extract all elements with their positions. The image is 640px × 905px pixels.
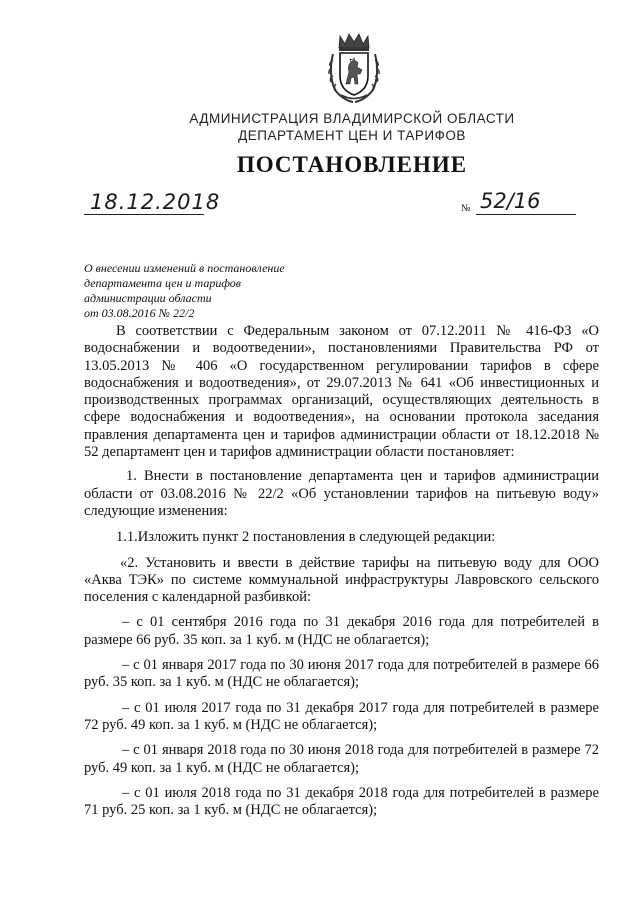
subject-line: департамента цен и тарифов [84, 276, 241, 290]
point-1-paragraph: 1. Внести в постановление департамента цен и тарифов администрации области от 03.08.2016 № 22/2 «Об установлении тарифов на питьевую воду» следующие изменения: [84, 468, 599, 519]
document-title: ПОСТАНОВЛЕНИЕ [236, 152, 468, 177]
department-name: ДЕПАРТАМЕНТ ЦЕН И ТАРИФОВ [238, 128, 466, 143]
tariff-item: – с 01 сентября 2016 года по 31 декабря 2016 года для потребителей в размере 66 руб. 35 коп. за 1 куб. м (НДС не облагается); [84, 614, 599, 648]
document-subject [84, 261, 384, 321]
tariff-item: – с 01 января 2018 года по 30 июня 2018 года для потребителей в размере 72 руб. 49 коп. за 1 куб. м (НДС не облагается); [84, 742, 599, 776]
subject-line: О внесении изменений в постановление [84, 261, 285, 275]
preamble-paragraph: В соответствии с Федеральным законом от 07.12.2011 № 416-ФЗ «О водоснабжении и водоотведении», постановлениями Правительства РФ от 13.05.2013 № 406 «О государственном регулировании тарифов в сфере водоснабжения и водоотведения», от 29.07.2013 № 641 «Об инвестиционных и производственных программах организаций, осуществляющих деятельность в сфере водоснабжения и водоотведения», на основании протокола заседания правления департамента цен и тарифов администрации области от 18.12.2018 № 52 департамент цен и тарифов администрации области постановляет: [84, 323, 599, 461]
point-1-1-paragraph: 1.1.Изложить пункт 2 постановления в следующей редакции: [116, 529, 496, 546]
point-2-intro-paragraph: «2. Установить и ввести в действие тарифы на питьевую воду для ООО «Аква ТЭК» по системе коммунальной инфраструктуры Лавровского сельского поселения с календарной разбивкой: [84, 554, 599, 606]
tariff-item: – с 01 января 2017 года по 30 июня 2017 года для потребителей в размере 66 руб. 35 коп. за 1 куб. м (НДС не облагается); [84, 657, 599, 691]
tariff-item: – с 01 июля 2017 года по 31 декабря 2017 года для потребителей в размере 72 руб. 49 коп. за 1 куб. м (НДС не облагается); [84, 699, 599, 733]
date-underline [84, 214, 204, 215]
subject-line: администрации области [84, 291, 212, 305]
subject-line: от 03.08.2016 № 22/2 [84, 306, 195, 320]
document-body [84, 323, 599, 819]
tariff-item: – с 01 июля 2018 года по 31 декабря 2018 года для потребителей в размере 71 руб. 25 коп. за 1 куб. м (НДС не облагается); [84, 784, 599, 819]
document-date: 18.12.2018 [90, 190, 221, 214]
organization-name: АДМИНИСТРАЦИЯ ВЛАДИМИРСКОЙ ОБЛАСТИ [189, 111, 515, 126]
number-underline [476, 214, 576, 215]
document-number: 52/16 [480, 189, 541, 213]
number-prefix: № [461, 203, 471, 214]
vladimir-region-coat-of-arms-icon [325, 32, 383, 104]
